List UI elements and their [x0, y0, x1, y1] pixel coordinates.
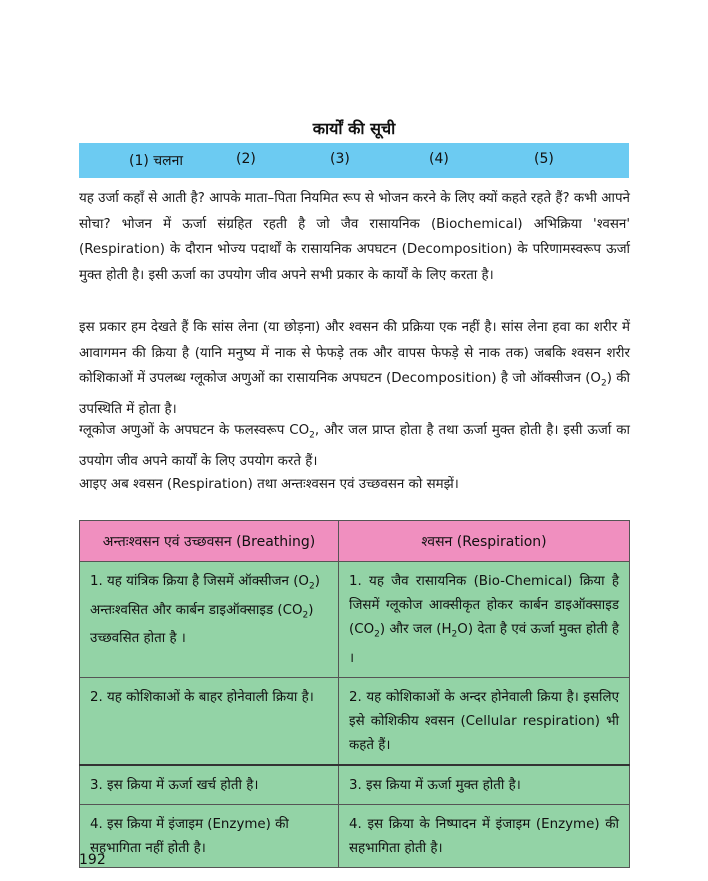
comparison-table — [79, 520, 630, 868]
paragraph-text: , और जल प्राप्त होता है तथा ऊर्जा मुक्त होती है। इसी ऊर्जा का उपयोग जीव अपने कार्यों के लिए उपयोग करते हैं। — [79, 423, 630, 470]
task-item-3: (3) — [330, 151, 350, 167]
list-title: कार्यों की सूची — [312, 119, 396, 138]
paragraph-text: ग्लूकोज अणुओं के अपघटन के फलस्वरूप CO — [79, 423, 310, 438]
subscript: 2 — [309, 430, 315, 441]
cell-text: ) और जल (H — [379, 622, 452, 637]
table-cell-respiration: 3. इस क्रिया में ऊर्जा मुक्त होती है। — [339, 765, 630, 805]
subscript: 2 — [302, 610, 309, 621]
paragraph-glucose-breakdown — [79, 418, 630, 475]
task-item-4: (4) — [429, 151, 449, 167]
subscript: 2 — [600, 378, 607, 389]
paragraph-text: इस प्रकार हम देखते हैं कि सांस लेना (या छोड़ना) और श्वसन की प्रक्रिया एक नहीं है। सांस लेना हवा का शरीर में आवागमन की क्रिया है (यानि मनुष्य में नाक से फेफड़े तक और वापस फेफड़े से नाक तक) जबकि श्वसन शरीर कोशिकाओं में उपलब्ध ग्लूकोज अणुओं का रासायनिक अपघटन (Decomposition) है जो ऑक्सीजन (O — [79, 320, 630, 387]
table-header-row — [80, 521, 630, 562]
cell-text: 1. यह जैव रासायनिक (Bio-Chemical) क्रिया है जिसमें ग्लूकोज आक्सीकृत होकर कार्बन डाइऑक्साइड (CO — [349, 574, 619, 637]
table-cell-breathing: 2. यह कोशिकाओं के बाहर होनेवाली क्रिया है। — [80, 677, 339, 765]
cell-text: O) देता है एवं ऊर्जा मुक्त होती है । — [349, 622, 619, 666]
paragraph-intro-comparison: आइए अब श्वसन (Respiration) तथा अन्तःश्वसन एवं उच्छवसन को समझें। — [79, 477, 459, 492]
task-item-1: (1) चलना — [129, 153, 184, 169]
table-row — [80, 562, 630, 678]
paragraph-energy-source: यह उर्जा कहाँ से आती है? आपके माता–पिता नियमित रूप से भोजन करने के लिए क्यों कहते रहते हैं? कभी आपने सोचा? भोजन में ऊर्जा संग्रहित रहती है जो जैव रासायनिक (Biochemical) अभिक्रिया 'श्वसन' (Respiration) के दौरान भोज्य पदार्थों के रासायनिक अपघटन (Decomposition) के परिणामस्वरूप ऊर्जा मुक्त होती है। इसी ऊर्जा का उपयोग जीव अपने सभी प्रकार के कार्यों के लिए करता है। — [79, 191, 630, 283]
paragraph-text: ) की उपस्थिति में होता है। — [79, 371, 630, 418]
cell-text: ) उच्छवसित होता है । — [90, 602, 314, 647]
cell-text: ) अन्तःश्वसित और कार्बन डाइऑक्साइड (CO — [90, 574, 320, 618]
paragraph-breathing-vs-respiration — [79, 315, 630, 423]
task-list-bar — [79, 143, 629, 178]
header-respiration: श्वसन (Respiration) — [339, 521, 630, 562]
cell-text: 1. यह यांत्रिक क्रिया है जिसमें ऑक्सीजन (O — [90, 574, 309, 589]
table-cell-breathing: 4. इस क्रिया में इंजाइम (Enzyme) की सहभागिता नहीं होती है। — [80, 804, 339, 867]
table-cell-breathing — [80, 562, 339, 678]
task-item-2: (2) — [236, 151, 256, 167]
table-cell-breathing: 3. इस क्रिया में ऊर्जा खर्च होती है। — [80, 765, 339, 805]
table-row — [80, 804, 630, 867]
subscript: 2 — [308, 581, 315, 592]
subscript: 2 — [374, 629, 380, 640]
table-cell-respiration: 2. यह कोशिकाओं के अन्दर होनेवाली क्रिया है। इसलिए इसे कोशिकीय श्वसन (Cellular respiration) भी कहते हैं। — [339, 677, 630, 765]
table-cell-respiration: 4. इस क्रिया के निष्पादन में इंजाइम (Enzyme) की सहभागिता होती है। — [339, 804, 630, 867]
task-item-5: (5) — [534, 151, 554, 167]
table-cell-respiration — [339, 562, 630, 678]
header-breathing: अन्तःश्वसन एवं उच्छवसन (Breathing) — [80, 521, 339, 562]
page-number: 192 — [79, 852, 106, 868]
table-row — [80, 765, 630, 805]
subscript: 2 — [451, 629, 458, 640]
table-row — [80, 677, 630, 765]
